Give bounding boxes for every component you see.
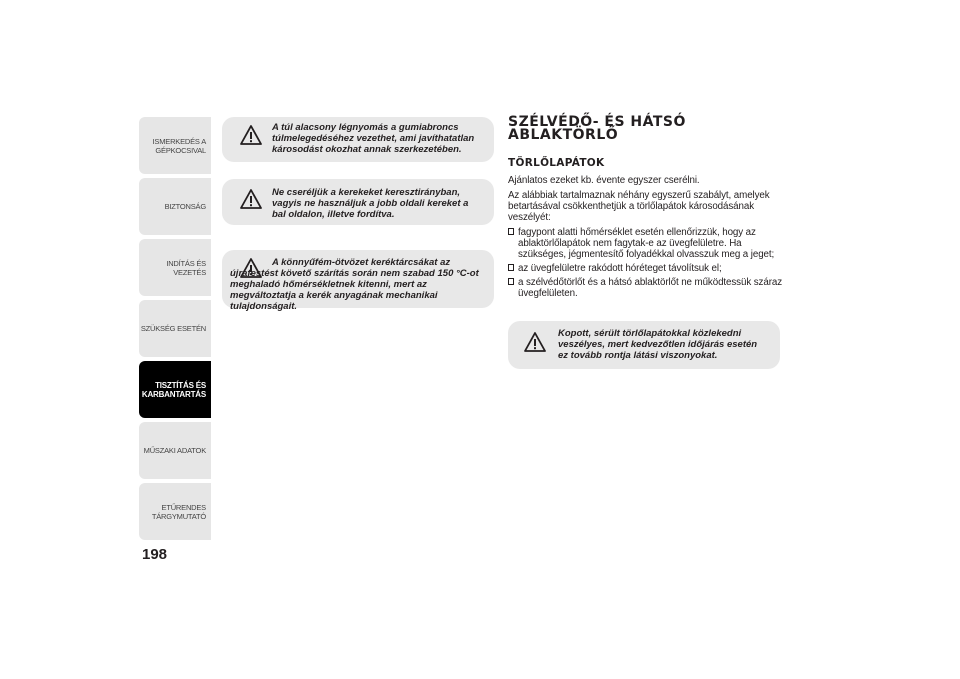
- warning-text: A túl alacsony légnyomás a gumiabroncs túlmelegedéséhez vezethet, ami javíthatatlan károsodást okozhat annak szerkezetében.: [272, 122, 475, 155]
- list-item-text: fagypont alatti hőmérséklet esetén ellenőrizzük, hogy az ablaktörlőlapátok nem fagytak-e az üvegfelületre. Ha szükséges, jégmentesítő folyadékkal olvasszuk meg a jeget;: [518, 227, 775, 260]
- list-item-text: az üvegfelületre rakódott hóréteget távolítsuk el;: [518, 263, 722, 274]
- paragraph: Ajánlatos ezeket kb. évente egyszer cserélni.: [508, 175, 700, 186]
- bullet-list: [508, 227, 783, 299]
- chapter-tabs: [139, 117, 211, 544]
- tab-label: BIZTONSÁG: [164, 202, 206, 211]
- list-item: [508, 263, 783, 274]
- warning-text: A könnyűfém-ötvözet keréktárcsákat az újrafestést követő szárítás során nem szabad 150 °C-ot meghaladó hőmérsékletnek kitenni, mert az megváltoztatja a kerék anyagának mechanikai tulajdonságait.: [230, 257, 479, 312]
- tab-label: ETŰRENDES TÁRGYMUTATÓ: [151, 502, 206, 521]
- checkbox-bullet-icon: [508, 228, 514, 235]
- tab-biztonsag[interactable]: [139, 178, 211, 235]
- tab-targymutato[interactable]: [139, 483, 211, 540]
- page-number: 198: [142, 546, 168, 563]
- tab-label: SZÜKSÉG ESETÉN: [140, 324, 206, 333]
- section-title: SZÉLVÉDŐ- ÉS HÁTSÓ ABLAKTÖRLŐ: [508, 114, 686, 143]
- warning-triangle-icon: [524, 332, 546, 352]
- warning-text: Ne cseréljük a kerekeket keresztirányban, vagyis ne használjuk a jobb oldali kereket a bal oldalon, illetve fordítva.: [272, 187, 469, 220]
- tab-szukseg[interactable]: [139, 300, 211, 357]
- warning-box-wiper: [508, 321, 780, 369]
- warning-text: Kopott, sérült törlőlapátokkal közlekedni veszélyes, mert kedvezőtlen időjárás esetén ez tovább rontja látási viszonyokat.: [558, 328, 758, 361]
- list-item-text: a szélvédőtörlőt és a hátsó ablaktörlőt ne működtessük száraz üvegfelületen.: [518, 277, 783, 299]
- section-subtitle: TÖRLŐLAPÁTOK: [508, 157, 605, 169]
- paragraph: Az alábbiak tartalmaznak néhány egyszerű szabályt, amelyek betartásával csökkenthetjük a törlőlapátok károsodásának veszélyét:: [508, 190, 770, 223]
- checkbox-bullet-icon: [508, 278, 514, 285]
- section-body: [508, 175, 783, 302]
- tab-label: INDÍTÁS ÉS VEZETÉS: [166, 258, 206, 277]
- checkbox-bullet-icon: [508, 264, 514, 271]
- tab-ismerkedes[interactable]: [139, 117, 211, 174]
- tab-label: TISZTÍTÁS ÉS KARBANTARTÁS: [141, 380, 206, 399]
- warning-box-2: [222, 179, 494, 225]
- warning-triangle-icon: [240, 125, 262, 145]
- tab-inditas[interactable]: [139, 239, 211, 296]
- list-item: [508, 277, 783, 299]
- tab-label: ISMERKEDÉS A GÉPKOCSIVAL: [152, 136, 206, 155]
- warning-triangle-icon: [240, 189, 262, 209]
- tab-tisztitas-active[interactable]: [139, 361, 211, 418]
- tab-label: MŰSZAKI ADATOK: [143, 446, 206, 455]
- warning-box-3: [222, 250, 494, 312]
- warning-box-1: [222, 117, 494, 162]
- tab-muszaki[interactable]: [139, 422, 211, 479]
- list-item: [508, 227, 783, 260]
